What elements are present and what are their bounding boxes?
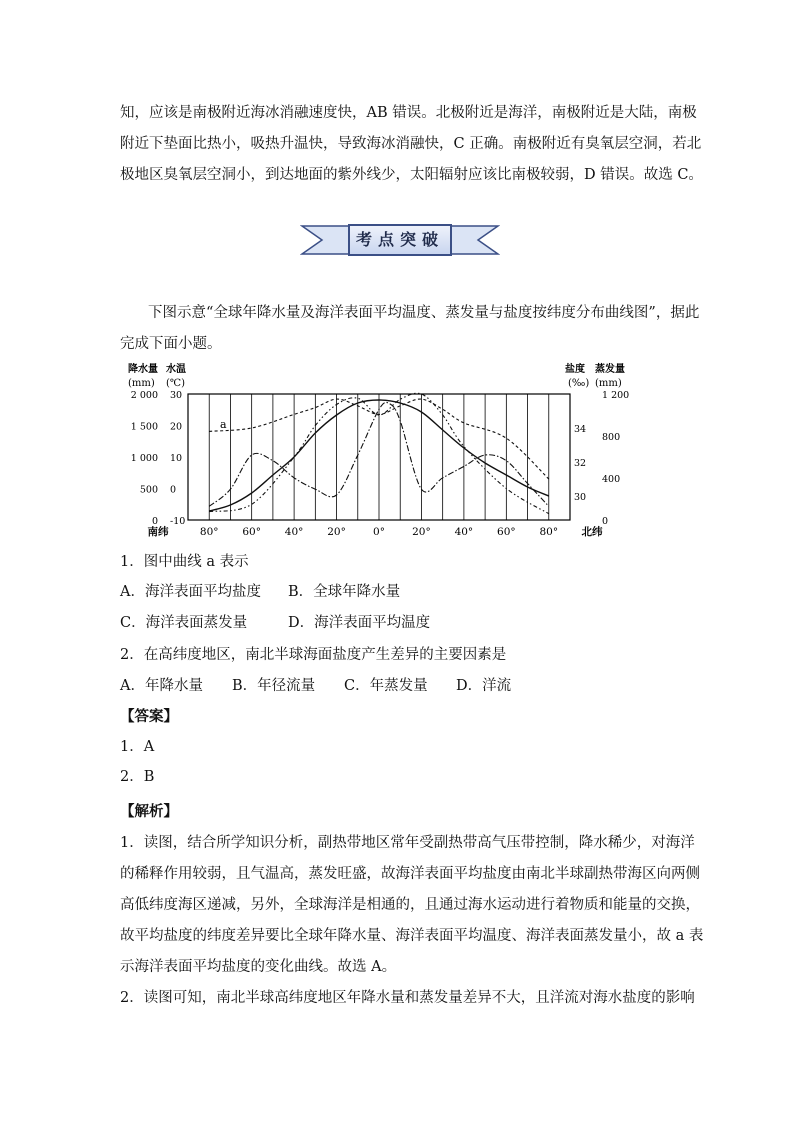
temp-tick-label: 30 (170, 390, 183, 401)
banner-title: 考点突破 (348, 224, 452, 256)
x-tick-label: 80° (539, 526, 559, 538)
section-banner (300, 222, 500, 258)
y-label-temp: 水温 (166, 364, 186, 375)
x-tick-label: 80° (199, 526, 219, 538)
salinity-tick-label: 32 (574, 458, 587, 469)
q1-option-b[interactable]: B．全球年降水量 (288, 584, 401, 600)
analysis-line-6: 2．读图可知，南北半球高纬度地区年降水量和蒸发量差异不大，且洋流对海水盐度的影响 (120, 990, 695, 1006)
axis-ticks (131, 390, 629, 538)
evap-tick-label: 400 (602, 474, 621, 485)
intro-line-2: 附近下垫面比热小，吸热升温快，导致海冰消融快，C 正确。南极附近有臭氧层空洞，若北 (120, 136, 702, 152)
x-tick-label: 南纬 (147, 526, 169, 538)
precip-tick-label: 1 500 (130, 421, 158, 433)
y-unit-evap: (mm) (595, 378, 622, 389)
x-tick-label: 60° (242, 526, 261, 538)
precip-tick-label: 2 000 (130, 390, 158, 401)
x-tick-label: 0° (373, 526, 385, 538)
latitude-gridlines (209, 394, 549, 520)
q2-option-b[interactable]: B．年径流量 (232, 678, 316, 694)
y-label-salinity: 盐度 (565, 364, 585, 375)
evap-tick-label: 0 (602, 516, 609, 527)
analysis-line-4: 故平均盐度的纬度差异要比全球年降水量、海洋表面平均温度、海洋表面蒸发量小，故 a 表 (120, 928, 704, 944)
x-tick-label: 20° (412, 526, 431, 538)
q2-option-a[interactable]: A．年降水量 (120, 678, 203, 694)
precip-tick-label: 1 000 (130, 453, 158, 464)
analysis-line-5: 示海洋表面平均盐度的变化曲线。故选 A。 (120, 959, 397, 975)
y-unit-temp: (℃) (166, 378, 185, 389)
y-label-precip: 降水量 (128, 364, 158, 375)
x-tick-label: 40° (284, 526, 304, 538)
prompt-line-1: 下图示意“全球年降水量及海洋表面平均温度、蒸发量与盐度按纬度分布曲线图”，据此 (148, 305, 700, 321)
salinity-tick-label: 34 (574, 424, 587, 435)
q2-option-c[interactable]: C．年蒸发量 (344, 678, 428, 694)
analysis-line-3: 高低纬度海区递减，另外，全球海洋是相通的，且通过海水运动进行着物质和能量的交换， (120, 897, 700, 913)
analysis-line-2: 的稀释作用较弱，且气温高，蒸发旺盛，故海洋表面平均盐度由南北半球副热带海区向两侧 (120, 866, 700, 882)
intro-line-3: 极地区臭氧层空洞小，到达地面的紫外线少，太阳辐射应该比南极较弱，D 错误。故选 C。 (120, 167, 703, 183)
x-tick-label: 40° (454, 526, 474, 538)
prompt-line-2: 完成下面小题。 (120, 336, 222, 352)
question-2-stem: 2．在高纬度地区，南北半球海面盐度产生差异的主要因素是 (120, 647, 507, 663)
latitude-distribution-chart (120, 360, 640, 540)
y-unit-precip: (mm) (128, 378, 155, 389)
answer-heading: 【答案】 (120, 708, 178, 725)
x-tick-label: 20° (327, 526, 346, 538)
temp-tick-label: 10 (170, 453, 183, 464)
evap-tick-label: 800 (602, 432, 621, 443)
x-tick-label: 60° (497, 526, 516, 538)
y-unit-salinity: (‰) (568, 378, 590, 389)
q1-option-c[interactable]: C．海洋表面蒸发量 (120, 615, 248, 631)
temp-tick-label: 20 (170, 421, 183, 433)
precip-tick-label: 500 (139, 484, 158, 496)
intro-line-1: 知，应该是南极附近海冰消融速度快，AB 错误。北极附近是海洋，南极附近是大陆，南极 (120, 105, 697, 121)
q1-option-d[interactable]: D．海洋表面平均温度 (288, 615, 431, 631)
precip-tick-label: 0 (151, 516, 158, 527)
x-tick-label: 北纬 (581, 526, 603, 538)
temp-tick-label: -10 (170, 516, 186, 527)
salinity-tick-label: 30 (574, 492, 587, 503)
answer-item-2: 2．B (120, 769, 155, 785)
analysis-heading: 【解析】 (120, 803, 178, 820)
analysis-line-1: 1．读图，结合所学知识分析，副热带地区常年受副热带高气压带控制，降水稀少，对海洋 (120, 835, 695, 851)
evap-tick-label: 1 200 (602, 390, 630, 401)
q2-option-d[interactable]: D．洋流 (456, 678, 512, 694)
y-label-evap: 蒸发量 (595, 364, 625, 375)
q1-option-a[interactable]: A．海洋表面平均盐度 (120, 584, 261, 600)
temp-tick-label: 0 (170, 484, 177, 496)
question-1-stem: 1．图中曲线 a 表示 (120, 554, 249, 570)
curve-a-label: a (220, 418, 227, 431)
answer-item-1: 1．A (120, 739, 155, 755)
